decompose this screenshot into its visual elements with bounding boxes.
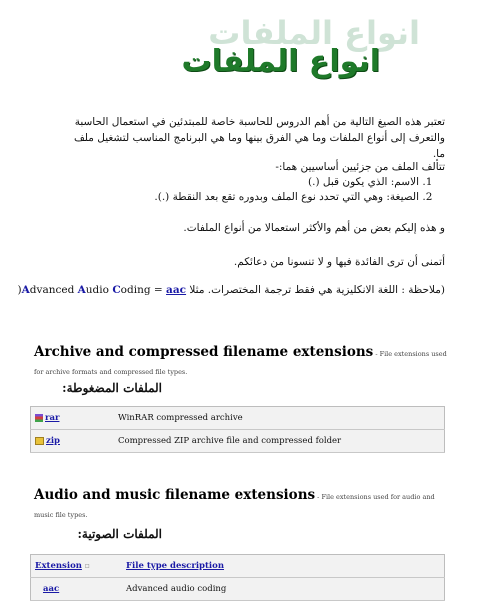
table-row <box>31 578 445 601</box>
file-structure-block <box>80 160 445 205</box>
extension-column-header[interactable]: Extension <box>35 561 82 571</box>
zip-link[interactable]: zip <box>46 436 60 446</box>
file-type-column-header[interactable]: File type description <box>126 561 225 571</box>
table-row <box>31 430 445 453</box>
note-prefix: (ملاحظة : اللغة الانكليزية هي فقط ترجمة المختصرات. مثلا <box>189 284 445 296</box>
wishes-paragraph: أتمنى أن ترى الفائدة فيها و لا تنسونا من دعائكم. <box>233 256 445 268</box>
aac-link[interactable]: aac <box>43 584 60 594</box>
audio-section-subtitle: - File extensions used for audio and music file types. <box>34 493 435 519</box>
table-row <box>31 407 445 430</box>
intro-paragraph <box>60 114 445 162</box>
archive-extensions-table <box>30 406 445 453</box>
archive-section-subtitle: - File extensions used for archive formats and compressed file types. <box>34 350 447 376</box>
table-cell-desc: Advanced audio coding <box>122 578 445 601</box>
note-example: )Advanced Audio Coding = aac <box>17 284 187 296</box>
list-item: 1. الاسم: الذي يكون قبل (.) <box>80 175 419 190</box>
page-title: انواع الملفات <box>181 44 380 79</box>
audio-extensions-table <box>30 554 445 601</box>
note-aac-link[interactable]: aac <box>166 284 187 296</box>
common-types-paragraph: و هذه إليكم بعض من أهم والأكثر استعمالا من أنواع الملفات. <box>183 222 445 234</box>
page-title-block <box>0 0 480 100</box>
table-header-row <box>31 555 445 578</box>
file-structure-list <box>80 175 445 205</box>
audio-section-heading: Audio and music filename extensions - File extensions used for audio and music file types. <box>34 487 435 519</box>
sort-icon: ▫ <box>84 561 91 570</box>
rar-link[interactable]: rar <box>45 413 60 423</box>
archive-arabic-heading: الملفات المضغوطة: <box>62 381 162 395</box>
note-paragraph <box>17 284 445 296</box>
list-item: 2. الصيغة: وهي التي تحدد نوع الملف وبدوره تقع بعد النقطة (.). <box>80 190 419 205</box>
file-structure-lead: تتألف الملف من جزئيين أساسيين هما:- <box>275 161 445 173</box>
archive-section-heading: Archive and compressed filename extensions - File extensions used for archive formats and compressed file types. <box>34 344 447 376</box>
audio-arabic-heading: الملفات الصوتية: <box>77 527 162 541</box>
table-cell-desc: Compressed ZIP archive file and compressed folder <box>114 430 445 453</box>
title-watermark: انواع الملفات <box>208 14 420 52</box>
zip-folder-icon <box>35 437 44 445</box>
table-cell-desc: WinRAR compressed archive <box>114 407 445 430</box>
rar-icon <box>35 414 43 422</box>
intro-line-1: تعتبر هذه الصيغ التالية من أهم الدروس للحاسبة خاصة للمبتدئين في استعمال الحاسبة <box>74 116 445 128</box>
intro-line-2: والتعرف إلى أنواع الملفات وما هي الفرق بينها وما هي البرنامج المناسب لتشغيل ملف ما. <box>73 132 445 160</box>
